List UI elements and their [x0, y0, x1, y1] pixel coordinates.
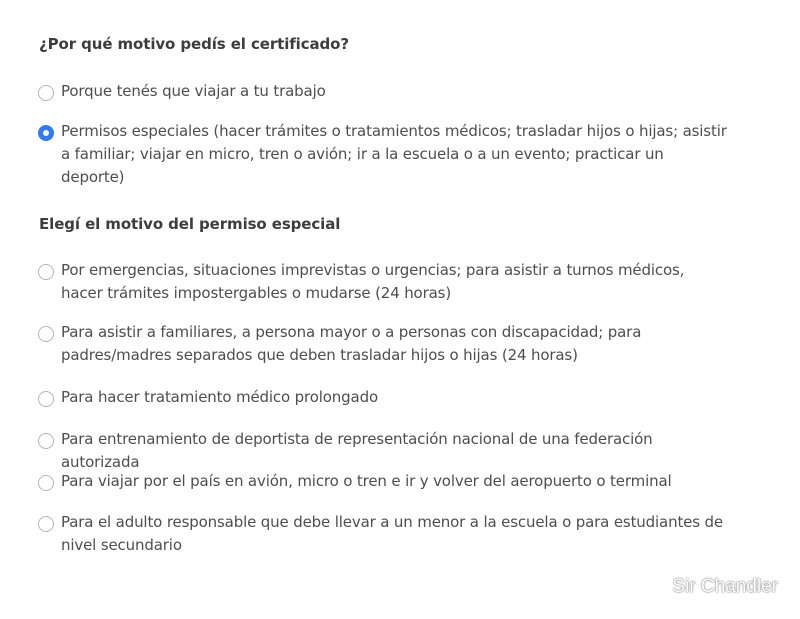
- radio-button[interactable]: [38, 264, 54, 280]
- radio-button[interactable]: [38, 516, 54, 532]
- radio-option-entrenamiento-deportista[interactable]: [38, 428, 728, 474]
- radio-option-label: Para el adulto responsable que debe llevar a un menor a la escuela o para estudiantes de nivel secundario: [61, 513, 723, 554]
- radio-option-label: Por emergencias, situaciones imprevistas o urgencias; para asistir a turnos médicos, hacer trámites impostergables o mudarse (24 horas): [61, 261, 685, 302]
- radio-option-label: Permisos especiales (hacer trámites o tratamientos médicos; trasladar hijos o hijas; asistir a familiar; viajar en micro, tren o avión; ir a la escuela o a un evento; practicar un deporte): [61, 122, 727, 186]
- watermark: Sir Chandler: [672, 576, 778, 597]
- question-title-motivo: ¿Por qué motivo pedís el certificado?: [39, 35, 349, 53]
- radio-option-permisos-especiales[interactable]: [38, 120, 728, 189]
- radio-button[interactable]: [38, 475, 54, 491]
- radio-option-label: Porque tenés que viajar a tu trabajo: [61, 82, 326, 100]
- radio-option-tratamiento-medico[interactable]: [38, 386, 728, 409]
- radio-button[interactable]: [38, 85, 54, 101]
- radio-option-viajar-pais[interactable]: [38, 470, 728, 493]
- radio-button-selected[interactable]: [38, 125, 54, 141]
- radio-button[interactable]: [38, 326, 54, 342]
- radio-option-asistir-familiares[interactable]: [38, 321, 728, 367]
- radio-button[interactable]: [38, 391, 54, 407]
- radio-option-label: Para hacer tratamiento médico prolongado: [61, 388, 378, 406]
- radio-option-emergencias[interactable]: [38, 259, 728, 305]
- question-title-permiso-especial: Elegí el motivo del permiso especial: [39, 215, 341, 233]
- radio-option-label: Para asistir a familiares, a persona mayor o a personas con discapacidad; para padres/madres separados que deben trasladar hijos o hijas (24 horas): [61, 323, 642, 364]
- radio-option-label: Para entrenamiento de deportista de representación nacional de una federación autorizada: [61, 430, 653, 471]
- radio-option-adulto-responsable[interactable]: [38, 511, 728, 557]
- radio-button[interactable]: [38, 433, 54, 449]
- radio-option-viajar-trabajo[interactable]: [38, 80, 728, 103]
- radio-option-label: Para viajar por el país en avión, micro o tren e ir y volver del aeropuerto o terminal: [61, 472, 672, 490]
